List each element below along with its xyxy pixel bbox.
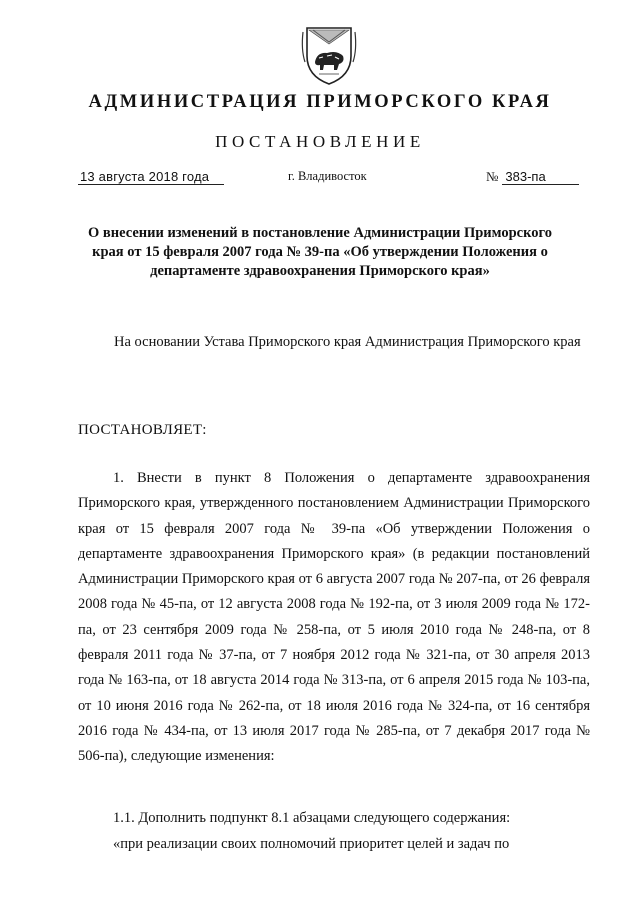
item-1-1-paragraph: 1.1. Дополнить подпункт 8.1 абзацами следующего содержания: — [113, 810, 511, 826]
document-date: 13 августа 2018 года — [78, 169, 224, 185]
number-sign: № — [486, 169, 499, 184]
basis-paragraph: На основании Устава Приморского края Администрация Приморского края — [114, 334, 581, 350]
document-title: О внесении изменений в постановление Администрации Приморского края от 15 февраля 2007 года № 39-па «Об утверждении Положения о департаменте здравоохранения Приморского края» — [88, 225, 552, 279]
document-city: г. Владивосток — [288, 169, 367, 183]
resolves-paragraph: ПОСТАНОВЛЯЕТ: — [78, 422, 207, 438]
item-1-paragraph: 1. Внести в пункт 8 Положения о департаменте здравоохранения Приморского края, утвержденного постановлением Администрации Приморского края от 15 февраля 2007 года № 39-па «Об утверждении Положения о департаменте здравоохранения Приморского края» (в редакции постановлений Администрации Приморского края от 6 августа 2007 года № 207-па, от 26 февраля 2008 года № 45-па, от 12 августа 2008 года № 192-па, от 3 июля 2009 года № 172-па, от 23 сентября 2009 года № 258-па, от 5 июля 2010 года № 248-па, от 8 февраля 2011 года № 37-па, от 7 ноября 2012 года № 321-па, от 30 апреля 2013 года № 163-па, от 18 августа 2014 года № 313-па, от 6 апреля 2015 года № 103-па, от 10 июня 2016 года № 262-па, от 18 июля 2016 года № 324-па, от 16 сентября 2016 года № 434-па, от 13 июля 2017 года № 285-па, от 7 декабря 2017 года № 506-па), следующие изменения: — [78, 470, 590, 765]
document-number-block — [486, 169, 579, 185]
document-number: 383-па — [502, 169, 579, 185]
quote-paragraph: «при реализации своих полномочий приоритет целей и задач по — [113, 836, 510, 852]
organization-name: АДМИНИСТРАЦИЯ ПРИМОРСКОГО КРАЯ — [88, 92, 552, 112]
coat-of-arms-emblem — [299, 22, 359, 88]
document-type: ПОСТАНОВЛЕНИЕ — [215, 132, 425, 151]
